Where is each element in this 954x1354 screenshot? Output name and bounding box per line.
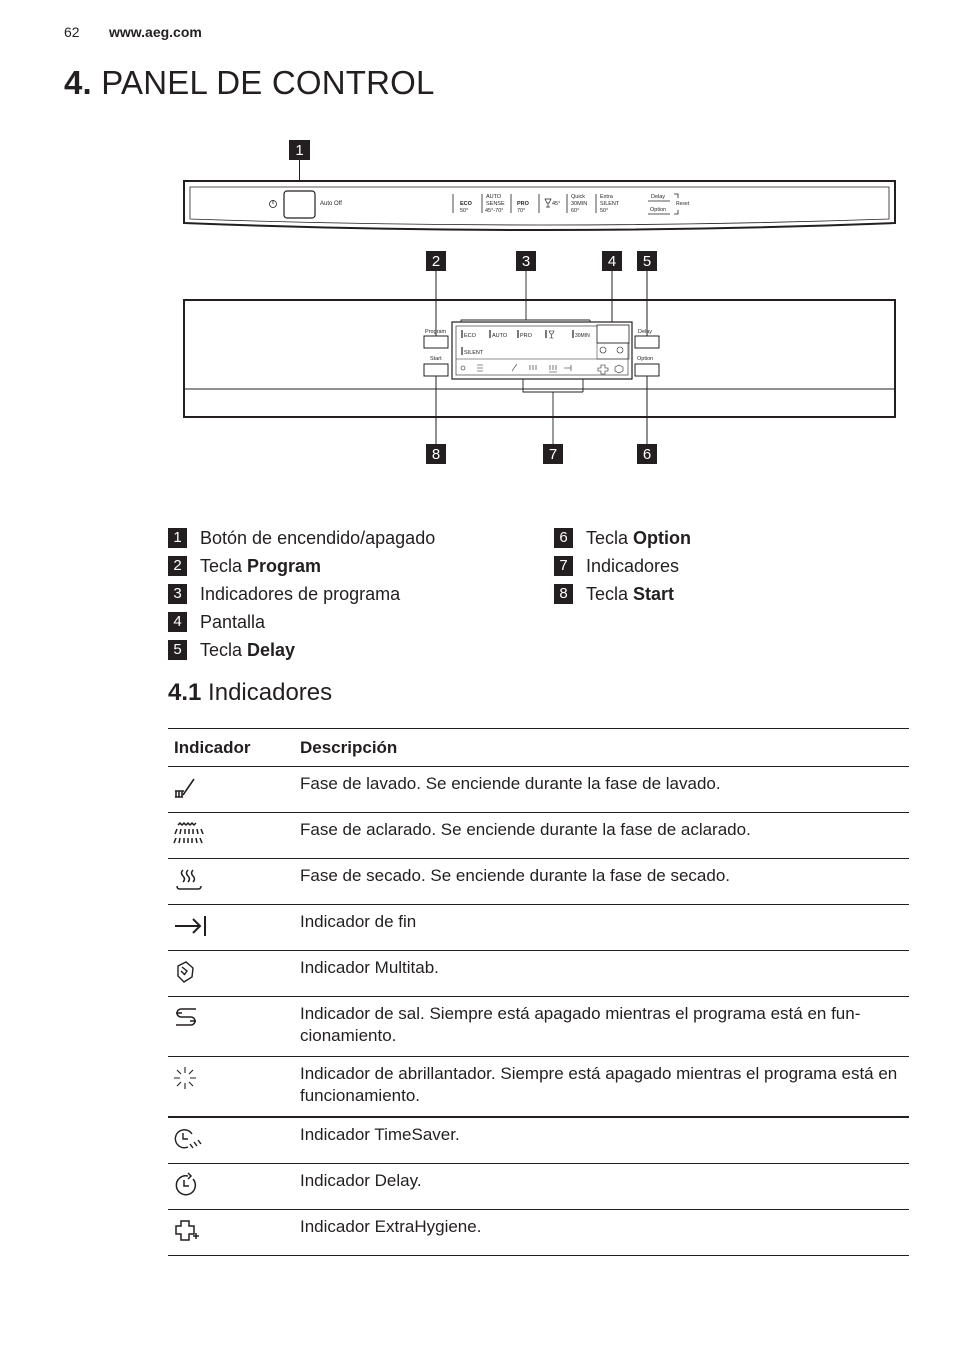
table-header-row <box>168 729 909 767</box>
extrahygiene-icon <box>168 1210 294 1256</box>
callout-5: 5 <box>642 253 652 270</box>
page-number: 62 <box>64 24 80 40</box>
legend-num: 2 <box>168 556 187 576</box>
prog-pro-l1: PRO <box>517 201 529 207</box>
table-row <box>168 1057 909 1118</box>
top-delay-label: Delay <box>651 194 666 200</box>
legend-bold: Delay <box>247 639 296 660</box>
disp-prog-eco: ECO <box>464 333 476 339</box>
header-indicador: Indicador <box>168 729 294 767</box>
display-program-label: Program <box>425 329 447 335</box>
control-panel-diagram <box>160 135 920 475</box>
legend-text: Tecla <box>200 639 248 660</box>
table-row <box>168 905 909 951</box>
subsection-title <box>168 679 332 707</box>
table-cell-desc: Indicador de abrillantador. Siempre está apagado mientras el programa está en funcionamiento. <box>294 1057 909 1118</box>
table-row <box>168 813 909 859</box>
legend-num: 8 <box>554 584 573 604</box>
prog-silent-l2: SILENT <box>600 201 620 207</box>
table-cell-desc: Fase de secado. Se enciende durante la fase de secado. <box>294 859 909 905</box>
legend-num: 5 <box>168 640 187 660</box>
table-cell-desc: Indicador Delay. <box>294 1164 909 1210</box>
prog-eco-l2: 50° <box>460 208 469 214</box>
display-start-label: Start <box>430 356 442 362</box>
indicator-table <box>168 728 909 1256</box>
salt-icon <box>168 997 294 1057</box>
rinse-phase-icon <box>168 813 294 859</box>
legend-text: Tecla <box>586 527 634 548</box>
callout-2: 2 <box>431 253 441 270</box>
prog-auto-l1: AUTO <box>486 194 502 200</box>
wash-phase-icon <box>168 767 294 813</box>
table-cell-desc: Indicador de sal. Siempre está apagado mientras el programa está en fun-cionamiento. <box>294 997 909 1057</box>
legend-item <box>554 582 674 606</box>
dry-phase-icon <box>168 859 294 905</box>
display-delay-label: Delay <box>638 329 653 335</box>
prog-eco-l1: ECO <box>460 201 472 207</box>
legend-text: Tecla <box>586 583 634 604</box>
table-cell-desc: Indicador Multitab. <box>294 951 909 997</box>
legend-item <box>554 554 679 578</box>
table-cell-desc: Indicador TimeSaver. <box>294 1117 909 1164</box>
table-row <box>168 859 909 905</box>
callout-3: 3 <box>521 253 531 270</box>
table-row <box>168 1117 909 1164</box>
legend-text: Indicadores <box>586 555 680 576</box>
prog-silent-l3: 50° <box>600 208 609 214</box>
table-cell-desc: Fase de aclarado. Se enciende durante la fase de aclarado. <box>294 813 909 859</box>
prog-pro-l2: 70° <box>517 208 526 214</box>
callout-7: 7 <box>548 446 558 463</box>
table-cell-desc: Fase de lavado. Se enciende durante la fase de lavado. <box>294 767 909 813</box>
legend-num: 4 <box>168 612 187 632</box>
disp-prog-pro: PRO <box>520 333 532 339</box>
section-number: 4. <box>64 64 92 101</box>
legend-item <box>168 638 295 662</box>
prog-glass-l1: 45° <box>552 201 561 207</box>
multitab-icon <box>168 951 294 997</box>
auto-off-label: Auto Off <box>320 201 342 207</box>
end-icon <box>168 905 294 951</box>
legend-bold: Option <box>633 527 692 548</box>
legend-text: Indicadores de programa <box>200 583 401 604</box>
header-descripcion: Descripción <box>294 729 909 767</box>
legend-num: 3 <box>168 584 187 604</box>
top-reset-label: Reset <box>676 201 690 207</box>
callout-6: 6 <box>642 446 652 463</box>
table-row <box>168 767 909 813</box>
callout-4: 4 <box>607 253 617 270</box>
legend-text: Botón de encendido/apagado <box>200 527 436 548</box>
table-cell-desc: Indicador ExtraHygiene. <box>294 1210 909 1256</box>
rinse-aid-icon <box>168 1057 294 1118</box>
subsection-number: 4.1 <box>168 679 202 706</box>
legend-num: 6 <box>554 528 573 548</box>
disp-prog-auto: AUTO <box>492 333 508 339</box>
legend-num: 7 <box>554 556 573 576</box>
disp-prog-30min: 30MIN <box>575 333 590 339</box>
section-title <box>64 64 435 102</box>
prog-auto-l2: SENSE <box>486 201 505 207</box>
prog-silent-l1: Extra <box>600 194 613 200</box>
callout-8: 8 <box>431 446 441 463</box>
legend-num: 1 <box>168 528 187 548</box>
legend-item <box>168 610 265 634</box>
table-row <box>168 997 909 1057</box>
callout-1: 1 <box>295 142 304 159</box>
legend-text: Tecla <box>200 555 248 576</box>
table-cell-desc: Indicador de fin <box>294 905 909 951</box>
prog-auto-l3: 45°-70° <box>485 208 504 214</box>
disp-prog-silent: SILENT <box>464 350 484 356</box>
timesaver-icon <box>168 1117 294 1164</box>
display-option-label: Option <box>637 356 654 362</box>
table-row <box>168 1164 909 1210</box>
top-option-label: Option <box>650 207 667 213</box>
legend-bold: Program <box>247 555 322 576</box>
prog-quick-l2: 30MIN <box>571 201 588 207</box>
legend-text: Pantalla <box>200 611 266 632</box>
table-row <box>168 1210 909 1256</box>
legend-item <box>168 582 400 606</box>
legend-bold: Start <box>633 583 675 604</box>
legend-item <box>168 554 321 578</box>
subsection-title-text: Indicadores <box>208 679 333 706</box>
legend-item <box>168 526 435 550</box>
legend-item <box>554 526 691 550</box>
prog-quick-l1: Quick <box>571 194 586 200</box>
prog-quick-l3: 60° <box>571 208 580 214</box>
delay-icon <box>168 1164 294 1210</box>
section-title-text: PANEL DE CONTROL <box>101 64 435 101</box>
site-url[interactable]: www.aeg.com <box>109 24 202 40</box>
table-row <box>168 951 909 997</box>
